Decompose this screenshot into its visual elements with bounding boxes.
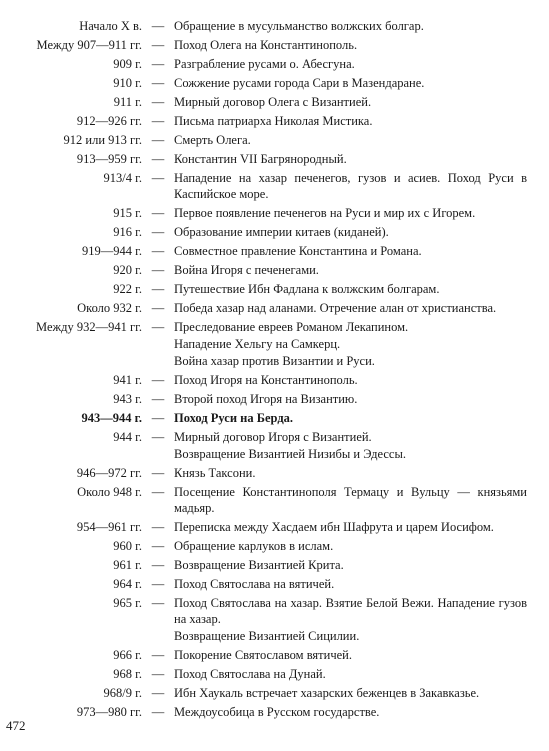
entry-event: Ибн Хаукаль встречает хазарских беженцев в Закавказье. (174, 686, 480, 700)
chronology-entry (0, 647, 549, 663)
chronology-entry (0, 595, 549, 644)
entry-date: 968 г. (113, 667, 142, 681)
entry-dash: — (151, 114, 165, 128)
entry-date: 922 г. (113, 282, 142, 296)
entry-event: Поход Святослава на Дунай. (174, 667, 326, 681)
entry-dash: — (151, 19, 165, 33)
entry-dash: — (151, 244, 165, 258)
entry-date: 954—961 гг. (76, 520, 142, 534)
entry-date: 941 г. (113, 373, 142, 387)
chronology-entry (0, 319, 549, 369)
chronology-entry (0, 94, 549, 110)
entry-dash: — (151, 648, 165, 662)
entry-dash: — (151, 76, 165, 90)
entry-event: Обращение карлуков в ислам. (174, 539, 334, 553)
entry-event: Образование империи китаев (киданей). (174, 225, 389, 239)
entry-dash: — (151, 539, 165, 553)
entry-event: Обращение в мусульманство волжских болгар. (174, 19, 424, 33)
entry-dash: — (151, 411, 165, 425)
entry-event: Посещение Константинополя Термацу и Вульцу — князьями мадьяр. (174, 485, 527, 515)
entry-event: Мирный договор Игоря с Византией. (174, 430, 372, 444)
chronology-entry (0, 56, 549, 72)
entry-events (174, 484, 549, 516)
entry-date: Около 948 г. (77, 485, 142, 499)
entry-event: Мирный договор Олега с Византией. (174, 95, 372, 109)
entry-events (174, 429, 549, 462)
chronology-list (0, 18, 549, 723)
chronology-entry (0, 170, 549, 202)
entry-event: Константин VII Багрянородный. (174, 152, 347, 166)
entry-date: 910 г. (113, 76, 142, 90)
entry-dash: — (151, 95, 165, 109)
entry-dash: — (151, 171, 165, 185)
entry-dash: — (151, 577, 165, 591)
entry-events (174, 685, 549, 701)
chronology-entry (0, 391, 549, 407)
entry-events (174, 205, 549, 221)
entry-event: Нападение Хельгу на Самкерц. (174, 337, 341, 351)
entry-event: Нападение на хазар печенегов, гузов и асиев. Поход Руси в Каспийское море. (174, 171, 527, 201)
entry-date: Начало X в. (79, 19, 142, 33)
entry-date: 966 г. (113, 648, 142, 662)
chronology-entry (0, 685, 549, 701)
entry-dash: — (151, 373, 165, 387)
entry-dash: — (151, 282, 165, 296)
entry-event: Покорение Святославом вятичей. (174, 648, 352, 662)
entry-events (174, 519, 549, 535)
entry-events (174, 224, 549, 240)
entry-event: Война хазар против Византии и Руси. (174, 354, 375, 368)
entry-dash: — (151, 520, 165, 534)
entry-dash: — (151, 263, 165, 277)
entry-dash: — (151, 596, 165, 610)
chronology-entry (0, 300, 549, 316)
entry-event: Совместное правление Константина и Романа. (174, 244, 422, 258)
chronology-entry (0, 18, 549, 34)
entry-event: Сожжение русами города Сари в Мазендаране. (174, 76, 425, 90)
entry-events (174, 18, 549, 34)
chronology-entry (0, 243, 549, 259)
entry-dash: — (151, 225, 165, 239)
entry-event: Поход Святослава на вятичей. (174, 577, 335, 591)
entry-events (174, 538, 549, 554)
entry-date: 965 г. (113, 596, 142, 610)
entry-date: 973—980 гг. (76, 705, 142, 719)
entry-event: Поход Олега на Константинополь. (174, 38, 358, 52)
entry-events (174, 151, 549, 167)
chronology-entry (0, 538, 549, 554)
chronology-entry (0, 75, 549, 91)
chronology-entry (0, 37, 549, 53)
entry-events (174, 170, 549, 202)
entry-events (174, 410, 549, 426)
chronology-entry (0, 484, 549, 516)
entry-dash: — (151, 133, 165, 147)
entry-events (174, 37, 549, 53)
entry-events (174, 319, 549, 369)
entry-events (174, 56, 549, 72)
entry-date: 943—944 г. (81, 411, 142, 425)
entry-dash: — (151, 485, 165, 499)
entry-events (174, 465, 549, 481)
entry-event: Междоусобица в Русском государстве. (174, 705, 380, 719)
entry-dash: — (151, 38, 165, 52)
chronology-entry (0, 281, 549, 297)
entry-dash: — (151, 57, 165, 71)
entry-date: 913—959 гг. (76, 152, 142, 166)
entry-date: 912 или 913 гг. (63, 133, 142, 147)
entry-date: 911 г. (113, 95, 142, 109)
entry-date: 964 г. (113, 577, 142, 591)
entry-date: 909 г. (113, 57, 142, 71)
entry-event: Возвращение Византией Сицилии. (174, 629, 360, 643)
chronology-entry (0, 576, 549, 592)
entry-date: Между 907—911 гг. (36, 38, 142, 52)
entry-events (174, 704, 549, 720)
entry-dash: — (151, 206, 165, 220)
entry-dash: — (151, 320, 165, 334)
entry-events (174, 132, 549, 148)
entry-events (174, 262, 549, 278)
chronology-entry (0, 262, 549, 278)
chronology-entry (0, 666, 549, 682)
entry-event: Князь Таксони. (174, 466, 256, 480)
chronology-entry (0, 557, 549, 573)
entry-date: 919—944 г. (82, 244, 142, 258)
chronology-entry (0, 704, 549, 720)
entry-date: 915 г. (113, 206, 142, 220)
entry-event: Поход Руси на Берда. (174, 411, 294, 425)
entry-date: 913/4 г. (103, 171, 142, 185)
chronology-entry (0, 132, 549, 148)
chronology-entry (0, 205, 549, 221)
entry-event: Разграбление русами о. Абесгуна. (174, 57, 355, 71)
chronology-entry (0, 519, 549, 535)
entry-events (174, 281, 549, 297)
entry-dash: — (151, 667, 165, 681)
entry-event: Второй поход Игоря на Византию. (174, 392, 358, 406)
entry-events (174, 391, 549, 407)
entry-date: 960 г. (113, 539, 142, 553)
entry-event: Первое появление печенегов на Руси и мир их с Игорем. (174, 206, 476, 220)
entry-date: 968/9 г. (103, 686, 142, 700)
entry-dash: — (151, 558, 165, 572)
chronology-entry (0, 429, 549, 462)
entry-date: Около 932 г. (77, 301, 142, 315)
entry-date: 943 г. (113, 392, 142, 406)
entry-dash: — (151, 686, 165, 700)
entry-events (174, 647, 549, 663)
chronology-entry (0, 113, 549, 129)
entry-event: Путешествие Ибн Фадлана к волжским болгарам. (174, 282, 440, 296)
entry-dash: — (151, 430, 165, 444)
entry-date: 961 г. (113, 558, 142, 572)
entry-events (174, 595, 549, 644)
entry-event: Смерть Олега. (174, 133, 251, 147)
entry-date: 920 г. (113, 263, 142, 277)
entry-events (174, 243, 549, 259)
page-number: 472 (6, 718, 26, 733)
entry-dash: — (151, 705, 165, 719)
entry-events (174, 666, 549, 682)
entry-events (174, 576, 549, 592)
entry-dash: — (151, 152, 165, 166)
chronology-entry (0, 410, 549, 426)
chronology-entry (0, 372, 549, 388)
entry-date: 912—926 гг. (76, 114, 142, 128)
chronology-entry (0, 465, 549, 481)
entry-event: Поход Игоря на Константинополь. (174, 373, 358, 387)
entry-date: 946—972 гг. (76, 466, 142, 480)
entry-dash: — (151, 466, 165, 480)
entry-date: Между 932—941 гг. (36, 320, 142, 334)
chronology-entry (0, 151, 549, 167)
entry-events (174, 300, 549, 316)
entry-events (174, 557, 549, 573)
entry-events (174, 113, 549, 129)
entry-event: Переписка между Хасдаем ибн Шафрута и царем Иосифом. (174, 520, 494, 534)
entry-events (174, 75, 549, 91)
entry-event: Победа хазар над аланами. Отречение алан от христианства. (174, 301, 497, 315)
entry-events (174, 372, 549, 388)
entry-events (174, 94, 549, 110)
entry-event: Письма патриарха Николая Мистика. (174, 114, 373, 128)
entry-event: Поход Святослава на хазар. Взятие Белой Вежи. Нападение гузов на хазар. (174, 596, 527, 626)
chronology-entry (0, 224, 549, 240)
entry-dash: — (151, 392, 165, 406)
entry-event: Война Игоря с печенегами. (174, 263, 319, 277)
entry-event: Возвращение Византией Низибы и Эдессы. (174, 447, 406, 461)
entry-event: Возвращение Византией Крита. (174, 558, 344, 572)
entry-date: 916 г. (113, 225, 142, 239)
entry-event: Преследование евреев Романом Лекапином. (174, 320, 409, 334)
entry-date: 944 г. (113, 430, 142, 444)
entry-dash: — (151, 301, 165, 315)
